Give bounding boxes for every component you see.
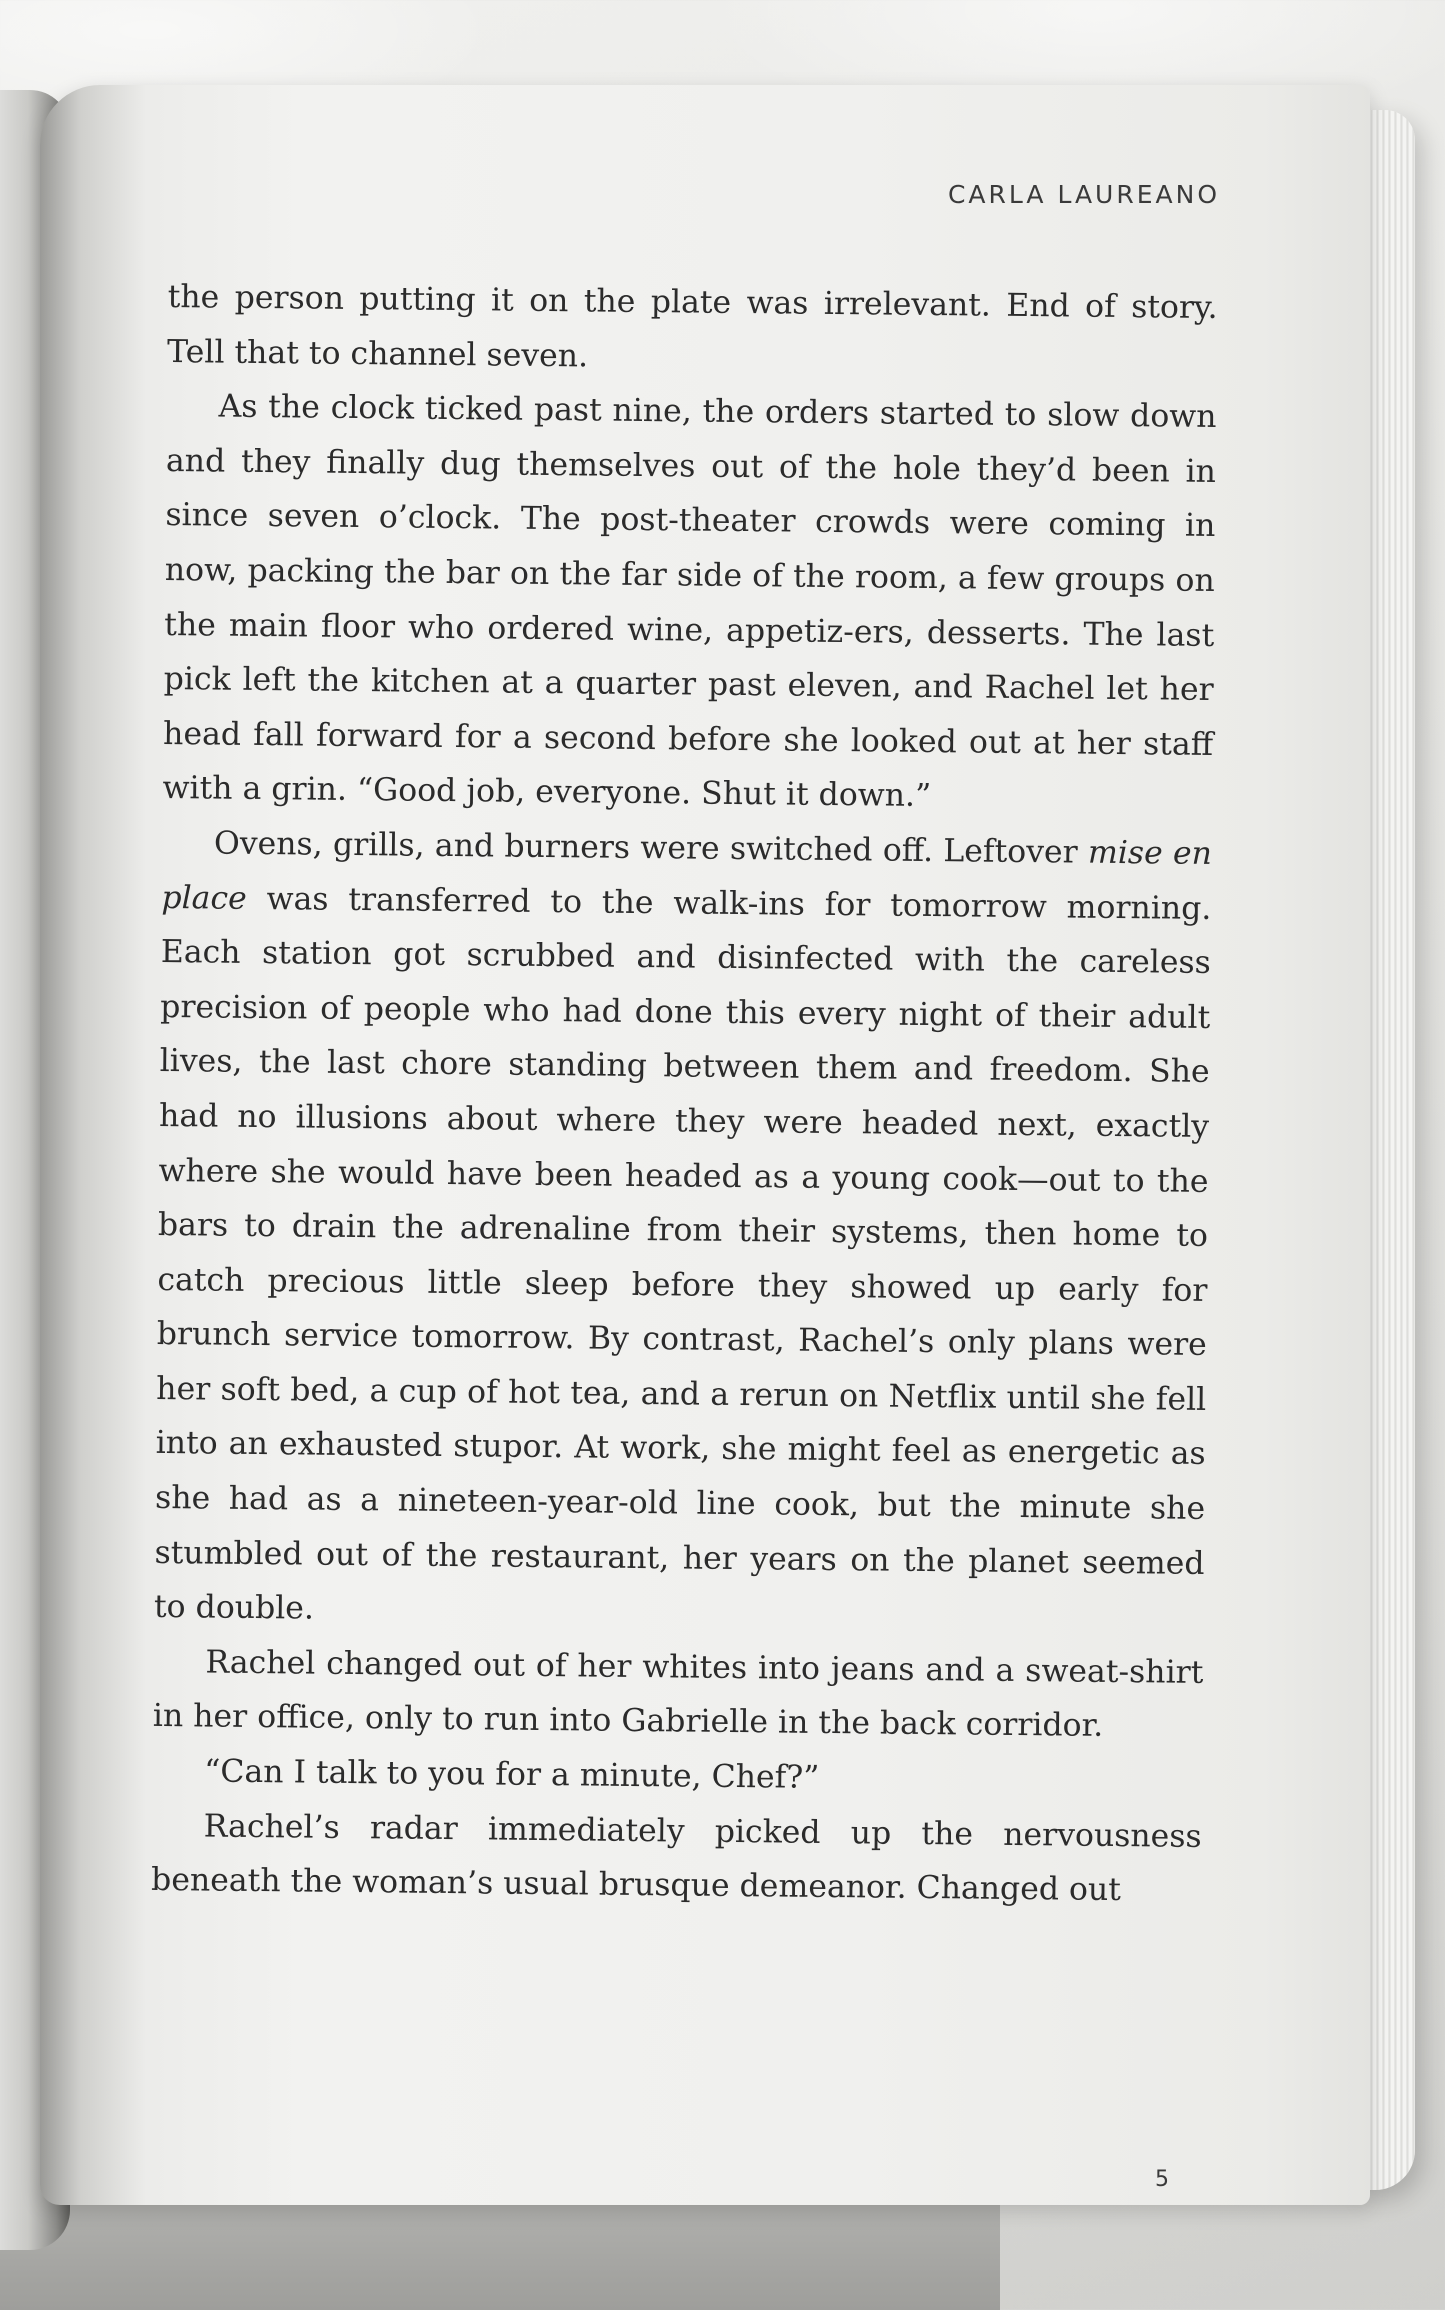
paragraph-3-text-a: Ovens, grills, and burners were switched off. Leftover <box>213 825 1089 871</box>
paragraph-6-text: Rachel’s radar immediately picked up the nervousness beneath the woman’s usual brusque demeanor. Changed out <box>150 1808 1202 1909</box>
paragraph-4-text: Rachel changed out of her whites into jeans and a sweat-shirt in her office, only to run into Gabrielle in the back corridor. <box>152 1644 1204 1745</box>
paragraph-3 <box>154 816 1213 1646</box>
paragraph-3-text-b: was transferred to the walk-ins for tomorrow morning. Each station got scrubbed and disinfected with the careless precision of people who had done this every night of their adult lives, the last chore standing between them and freedom. She had no illusions about where they were headed next, exactly where she would have been headed as a young cook—out to the bars to drain the adrenaline from their systems, then home to catch precious little sleep before they showed up early for brunch service tomorrow. By contrast, Rachel’s only plans were her soft bed, a cup of hot tea, and a rerun on Netflix until she fell into an exhausted stupor. At work, she might feel as energetic as she had as a nineteen-year-old line cook, but the minute she stumbled out of the restaurant, her years on the planet seemed to double. <box>153 880 1212 1627</box>
paragraph-2 <box>162 379 1217 827</box>
running-head: CARLA LAUREANO <box>947 180 1220 209</box>
paragraph-6 <box>151 1799 1202 1919</box>
paragraph-3-italic: mise en place <box>161 834 1213 917</box>
page-number: 5 <box>1155 2167 1169 2192</box>
paragraph-5-text: “Can I talk to you for a minute, Chef?” <box>204 1753 820 1796</box>
body-text <box>151 270 1218 1919</box>
paragraph-4 <box>153 1635 1204 1755</box>
book-page <box>40 85 1370 2205</box>
paragraph-1-text: the person putting it on the plate was irrelevant. End of story. Tell that to channel seven. <box>166 278 1218 374</box>
paragraph-2-text: As the clock ticked past nine, the orders started to slow down and they finally dug themselves out of the hole they’d been in since seven o’clock. The post-theater crowds were coming in now, packing the bar on the far side of the room, a few groups on the main floor who ordered wine, appetiz-ers, desserts. The last pick left the kitchen at a quarter past eleven, and Rachel let her head fall forward for a second before she looked out at her staff with a grin. “Good job, everyone. Shut it down.” <box>162 388 1217 815</box>
paragraph-1 <box>167 270 1218 390</box>
